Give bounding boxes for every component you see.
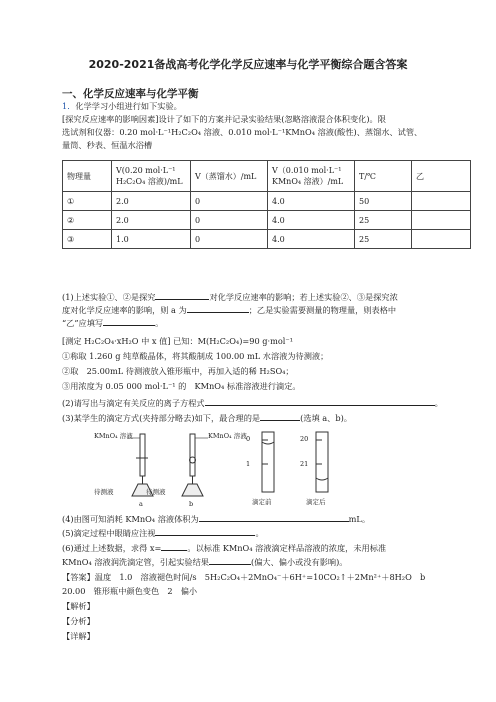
answer-blank [103, 316, 155, 326]
table-header-row [63, 161, 471, 192]
header-cell: V(0.20 mol·L⁻¹ H₂C₂O₄ 溶液)/mL [112, 161, 191, 192]
table-row [63, 192, 471, 211]
s1-text-b: 对化学反应速率的影响；若上述实验②、③是探究浓 [209, 292, 398, 302]
table-cell: 0 [191, 192, 268, 211]
s5-text-b: 。 [255, 528, 264, 538]
s3-text-b: (选填 a、b)。 [300, 413, 352, 423]
subquestion-1-line1 [62, 290, 398, 304]
burette-before-label: 滴定前 [252, 498, 272, 506]
step-2: ②取 25.00mL 待测液放入锥形瓶中，再加入适的稀 H₂SO₄； [62, 366, 294, 376]
table-cell: 0 [191, 230, 268, 249]
header-cell: V（0.010 mol·L⁻¹ KMnO₄ 溶液）/mL [268, 161, 355, 192]
question-1-intro [62, 100, 182, 113]
burette-before [262, 432, 274, 492]
analysis-tag: 【分析】 [62, 616, 95, 626]
table-cell: 50 [355, 192, 412, 211]
s6-text-d: (偏大、偏小或没有影响)。 [251, 557, 348, 567]
step-3: ③用浓度为 0.05 000 mol·L⁻¹ 的 KMnO₄ 标准溶液进行滴定。 [62, 381, 301, 391]
table-cell: 4.0 [268, 211, 355, 230]
section-heading: 一、化学反应速率与化学平衡 [62, 88, 199, 100]
answer-tag: 【答案】 [62, 572, 95, 582]
analyte-label-b: 待测液 [146, 488, 166, 496]
table-cell: 25 [355, 211, 412, 230]
s6-text-c: KMnO₄ 溶液润洗滴定管，引起实验结果 [62, 557, 209, 567]
s4-text-a: (4)由图可知消耗 KMnO₄ 溶液体积为 [62, 514, 199, 524]
table-cell: 4.0 [268, 192, 355, 211]
setup-b-label: b [189, 500, 194, 508]
measure-heading: [测定 H₂C₂O₄·xH₂O 中 x 值] 已知：M(H₂C₂O₄)=90 g·mol⁻¹ [62, 336, 294, 346]
subquestion-1-line3 [62, 316, 163, 330]
subquestion-3 [62, 411, 352, 425]
answer-blank [155, 290, 209, 300]
answer-line1 [62, 571, 425, 584]
question-number: 1． [62, 101, 76, 111]
reagent-label-a: KMnO₄ 溶液 [94, 432, 133, 440]
answer-blank [187, 303, 249, 313]
table-cell: ① [63, 192, 112, 211]
s1-text-c: 度对化学反应速率的影响，则 a 为 [62, 305, 187, 315]
s2-text: (2)请写出与滴定有关反应的离子方程式 [62, 398, 205, 408]
table-cell: ② [63, 211, 112, 230]
burette-after-label: 滴定后 [306, 498, 326, 506]
s1-text-e: “乙”应填写 [62, 318, 104, 328]
s5-text-a: (5)滴定过程中眼睛应注视 [62, 528, 156, 538]
header-cell: 乙 [412, 161, 471, 192]
table-cell [412, 211, 471, 230]
s3-text-a: (3)某学生的滴定方式(夹持部分略去)如下，最合理的是 [62, 413, 261, 423]
tick-label: 1 [246, 460, 251, 468]
document-title: 2020-2021备战高考化学化学反应速率与化学平衡综合题含答案 [88, 58, 408, 71]
table-cell: 25 [355, 230, 412, 249]
s1-text-f: 。 [155, 318, 164, 328]
answer-blank [205, 396, 435, 406]
detail-tag: 【详解】 [62, 631, 95, 641]
subquestion-5 [62, 526, 264, 540]
titration-figure [92, 428, 402, 512]
table-cell [412, 230, 471, 249]
tick-label: 20 [300, 435, 309, 443]
table-cell: 2.0 [112, 192, 191, 211]
table-cell [412, 192, 471, 211]
setup-b [182, 434, 208, 496]
table-row [63, 230, 471, 249]
setup-a-label: a [139, 500, 143, 508]
s1-text-d: ；乙是实验需要测量的物理量，则表格中 [248, 305, 397, 315]
intro-text: 化学学习小组进行如下实验。 [75, 101, 182, 111]
answer-blank [199, 512, 349, 522]
tick-label: 21 [300, 460, 309, 468]
s1-text-a: (1)上述实验①、②是探究 [62, 292, 156, 302]
analyte-label-a: 待测液 [94, 488, 114, 496]
table-cell: 4.0 [268, 230, 355, 249]
tick-label: 0 [246, 435, 251, 443]
table-cell: 0 [191, 211, 268, 230]
table-row [63, 211, 471, 230]
reagent-label-b: KMnO₄ 溶液 [208, 432, 247, 440]
header-cell: V（蒸馏水）/mL [191, 161, 268, 192]
table-cell: 1.0 [112, 230, 191, 249]
question-1-line3: 选试剂和仪器：0.20 mol·L⁻¹H₂C₂O₄ 溶液、0.010 mol·L⁻¹KMnO₄ 溶液(酸性)、蒸馏水、试管、 [62, 127, 423, 137]
s6-text-b: 。以标准 KMnO₄ 溶液滴定样品溶液的浓度，未用标准 [187, 543, 387, 553]
header-cell: 物理量 [63, 161, 112, 192]
answer-blank [155, 526, 255, 536]
parse-tag: 【解析】 [62, 601, 95, 611]
table-cell: ③ [63, 230, 112, 249]
subquestion-4 [62, 512, 370, 526]
table-cell: 2.0 [112, 211, 191, 230]
burette-after [316, 432, 328, 492]
step-1: ①称取 1.260 g 纯草酸晶体，将其酸制成 100.00 mL 水溶液为待测液； [62, 351, 329, 361]
answer-blank [161, 541, 187, 551]
header-cell: T/℃ [355, 161, 412, 192]
experiment-table [62, 160, 471, 249]
answer-line2: 20.00 锥形瓶中颜色变色 2 偏小 [62, 586, 198, 596]
subquestion-6-line2 [62, 555, 347, 569]
subquestion-6-line1 [62, 541, 386, 555]
answer-blank [209, 555, 251, 565]
s4-text-b: mL。 [348, 514, 371, 524]
subquestion-2: (2)请写出与滴定有关反应的离子方程式 。 [62, 398, 443, 408]
answer-text: 温度 1.0 溶液褪色时间/s 5H₂C₂O₄＋2MnO₄⁻＋6H⁺=10CO₂↑＋2Mn²⁺＋8H₂O b [94, 572, 426, 582]
question-1-line4: 量筒、秒表、恒温水浴槽 [62, 140, 153, 150]
answer-blank [260, 411, 300, 421]
subquestion-1-line2 [62, 303, 396, 317]
question-1-line2: [探究反应速率的影响因素]设计了如下的方案并记录实验结果(忽略溶液混合体积变化)。限 [62, 114, 386, 124]
s6-text-a: (6)通过上述数据，求得 x= [62, 543, 162, 553]
